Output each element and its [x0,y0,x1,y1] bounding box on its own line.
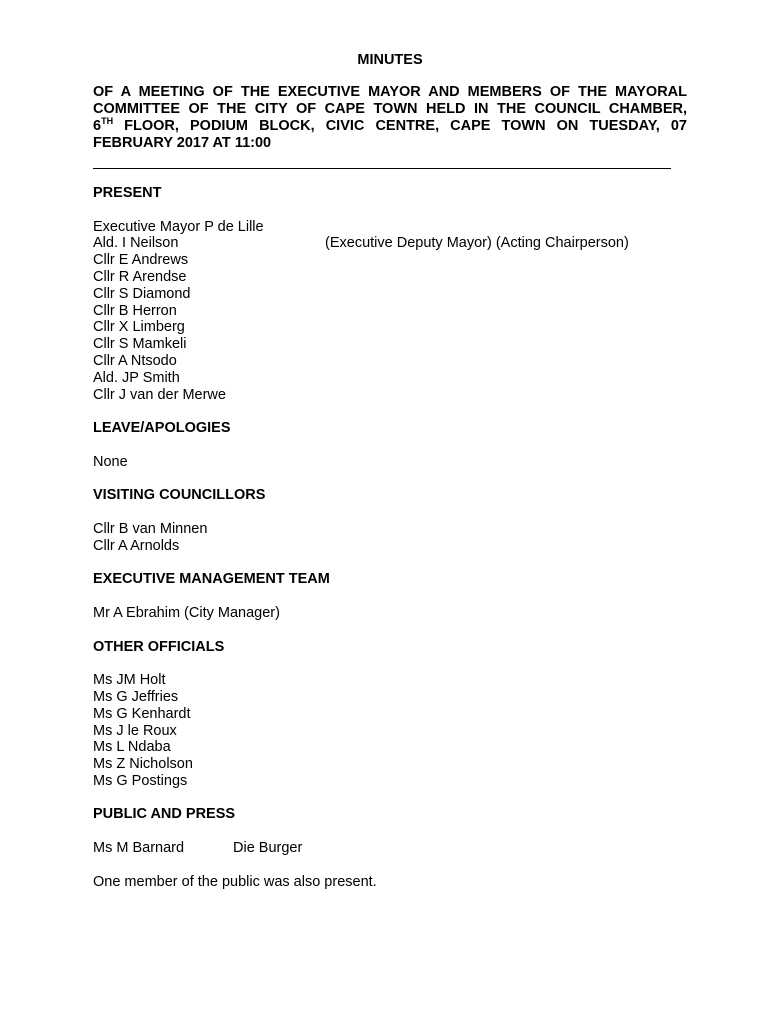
leave-apologies-item: None [93,453,128,470]
member-name: Ald. I Neilson [93,235,179,252]
member-name: Cllr S Mamkeli [93,336,187,353]
public-note: One member of the public was also present. [93,873,377,890]
present-member [93,235,693,252]
meeting-heading-line-2: COMMITTEE OF THE CITY OF CAPE TOWN HELD IN THE COUNCIL CHAMBER, [93,101,687,117]
meeting-heading [93,84,687,152]
visiting-councillor: Cllr A Arnolds [93,537,180,554]
present-member [93,219,693,236]
visiting-councillors-heading: VISITING COUNCILLORS [93,487,266,504]
present-member [93,319,693,336]
meeting-heading-line-3 [93,118,687,135]
present-list [93,219,693,404]
present-member [93,269,693,286]
other-officials-heading: OTHER OFFICIALS [93,638,225,655]
member-role: (Executive Deputy Mayor) (Acting Chairperson) [325,235,629,252]
meeting-heading-line-3-text: FLOOR, PODIUM BLOCK, CIVIC CENTRE, CAPE TOWN ON TUESDAY, 07 [124,118,688,134]
present-heading: PRESENT [93,185,162,201]
visiting-councillor: Cllr B van Minnen [93,520,208,537]
meeting-heading-line-1: OF A MEETING OF THE EXECUTIVE MAYOR AND MEMBERS OF THE MAYORAL [93,84,687,100]
present-member [93,336,693,353]
executive-management-heading: EXECUTIVE MANAGEMENT TEAM [93,571,330,588]
member-name: Cllr R Arendse [93,268,187,285]
floor-number: 6 [93,118,102,134]
member-name: Ald. JP Smith [93,369,180,386]
heading-divider [93,168,671,169]
public-press-heading: PUBLIC AND PRESS [93,806,236,823]
member-name: Cllr X Limberg [93,319,185,336]
present-member [93,370,693,387]
official: Ms G Kenhardt [93,705,191,722]
minutes-body [93,185,693,890]
press-entry [93,840,693,857]
member-name: Cllr A Ntsodo [93,352,177,369]
member-name: Cllr E Andrews [93,252,189,269]
leave-apologies-heading: LEAVE/APOLOGIES [93,420,231,437]
meeting-heading-line-4: FEBRUARY 2017 AT 11:00 [93,135,272,151]
official: Ms Z Nicholson [93,756,193,773]
present-member [93,353,693,370]
press-name: Ms M Barnard [93,840,185,857]
member-name: Cllr J van der Merwe [93,386,226,403]
official: Ms G Postings [93,772,188,789]
floor-suffix: TH [101,116,114,126]
member-name: Cllr B Herron [93,302,177,319]
executive-management-member: Mr A Ebrahim (City Manager) [93,604,280,621]
press-organisation: Die Burger [233,840,303,857]
official: Ms J le Roux [93,722,177,739]
present-member [93,303,693,320]
document-title: MINUTES [357,52,423,68]
official: Ms L Ndaba [93,739,171,756]
present-member [93,252,693,269]
official: Ms JM Holt [93,672,166,689]
present-member [93,387,693,404]
official: Ms G Jeffries [93,688,179,705]
member-name: Executive Mayor P de Lille [93,218,264,235]
present-member [93,286,693,303]
member-name: Cllr S Diamond [93,285,191,302]
